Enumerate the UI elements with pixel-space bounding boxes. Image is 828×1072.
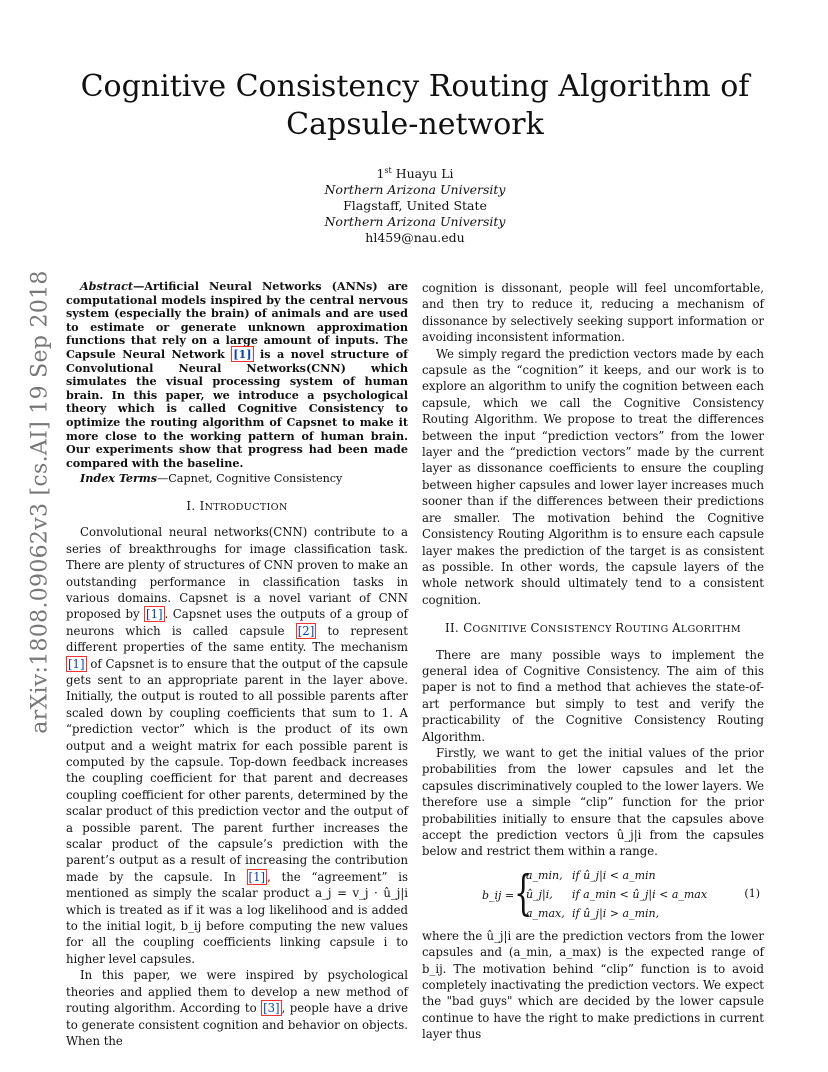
section-heading-introduction — [66, 498, 408, 516]
intro-paragraph-1 — [66, 524, 408, 967]
section-number: I. — [186, 498, 200, 513]
section-heading-algorithm — [422, 620, 764, 638]
left-column — [66, 280, 408, 1049]
author-rank-sup: st — [384, 166, 392, 175]
equation-lhs: b_ij = — [482, 888, 515, 902]
citation-link[interactable]: [1] — [68, 656, 85, 671]
text-run: , the “agreement” is mentioned as simply the scalar product a_j = v_j · û_j|i which is treated as if it was a log likelihood and is added to the initial logit, b_ij before computing the new values for all the coupling coefficients linking capsule i to higher level capsules. — [66, 869, 408, 966]
author-affiliation-2: Northern Arizona University — [324, 214, 506, 230]
arxiv-side-label — [22, 270, 58, 734]
equation-case-1: a_min, — [526, 868, 563, 882]
paragraph-continued: cognition is dissonant, people will feel uncomfortable, and then try to reduce it, reducing a mechanism of dissonance by selectively seeking support information or avoiding inconsistent information. — [422, 281, 764, 345]
author-affiliation-1: Northern Arizona University — [324, 182, 506, 198]
right-column — [422, 280, 764, 1043]
text-run: Convolutional neural networks(CNN) contribute to a series of breakthroughs for image classification task. There are plenty of structures of CNN proven to make an outstanding performance in classification tasks in various domains. Capsnet is a novel variant of CNN proposed by — [66, 525, 408, 622]
author-location: Flagstaff, United State — [343, 198, 487, 214]
equation-number: (1) — [744, 886, 760, 900]
paragraph-clip: Firstly, we want to get the initial values of the prior probabilities from the lower capsules and let the capsules discriminatively coupled to the lower layers. We therefore use a simple “clip” function for the prior probabilities initially to ensure that the capsules above accept the prediction vectors û_j|i from the capsules below and restrict them within a range. — [422, 745, 764, 859]
section-rest: NTRODUCTION — [204, 501, 288, 513]
paper-title — [70, 68, 760, 144]
citation-link[interactable]: [1] — [233, 346, 252, 361]
text-run: In this paper, we were inspired by psychological theories and applied them to develop a new method of routing algorithm. According to — [66, 968, 408, 1016]
author-name-text: Huayu Li — [395, 166, 454, 182]
section-rest: OUTING — [624, 624, 673, 636]
paragraph-cognition: We simply regard the prediction vectors made by each capsule as the “cognition” it keeps, and our work is to explore an algorithm to unify the cognition between each capsule, which we call the Cognitive Consistency Routing Algorithm. We propose to treat the differences between the input “prediction vectors” from the lower layer and the “prediction vectors” made by the current layer as dissonance coefficients to ensure the coupling between higher capsules and lower layer increases much sooner than if the differences between their predictions are smaller. The motivation behind the Cognitive Consistency Routing Algorithm is to ensure each capsule layer makes the prediction of the target is as consistent as possible. In other words, the capsule layers of the whole network should ultimately tend to a consistent cognition. — [422, 346, 764, 607]
text-run: . Capsnet uses the outputs of a group of neurons which is called capsule — [66, 607, 408, 638]
abstract-text-2: is a novel structure of Convolutional Neural Networks(CNN) which simulates the visual processing system of human brain. In this paper, we introduce a psychological theory which is called Cognitive Consistency to optimize the routing algorithm of Capsnet to make it more close to the working pattern of human brain. Our experiments show that progress had been made compared with the baseline. — [66, 346, 408, 470]
index-terms-text: —Capnet, Cognitive Consistency — [157, 472, 343, 486]
section-rest: OGNITIVE — [472, 624, 531, 636]
equation-1 — [422, 866, 764, 924]
paragraph-general-idea: There are many possible ways to implement the general idea of Cognitive Consistency. The aim of this paper is not to find a method that achieves the state-of-art performance but simply to test and verify the practicability of the Cognitive Consistency Routing Algorithm. — [422, 647, 764, 744]
title-line-1: Cognitive Consistency Routing Algorithm of — [80, 69, 750, 104]
author-email: hl459@nau.edu — [365, 230, 465, 246]
abstract-text-1: —Artificial Neural Networks (ANNs) are computational models inspired by the central nervous system (especially the brain) of animals and are used to estimate or generate unknown approximation functions that rely on a large amount of inputs. The Capsule Neural Network — [66, 279, 408, 361]
arxiv-identifier: arXiv:1808.09062v3 [cs.AI] 19 Sep 2018 — [27, 270, 53, 734]
section-number: II. — [444, 621, 464, 636]
author-rank: 1 — [376, 166, 385, 182]
text-run: of Capsnet is to ensure that the output of the capsule gets sent to an appropriate parent in the layer above. Initially, the output is routed to all possible parents after scaled down by coupling coefficients that sum to 1. A “prediction vector” which is the product of its own output and a weight matrix for each possible parent is computed by the capsule. Top-down feedback increases the coupling coefficient for that parent and decreases coupling coefficient for other parents, determined by the scalar product of this prediction vector and the output of a possible parent. The parent further increases the scalar product of the capsule’s prediction with the parent’s output as a result of increasing the contribution made by the capsule. In — [66, 656, 408, 884]
citation-link[interactable]: [1] — [248, 869, 266, 884]
index-terms — [66, 472, 408, 486]
intro-paragraph-2 — [66, 967, 408, 1049]
section-initial: I — [199, 498, 205, 513]
section-rest: ONSISTENCY — [539, 624, 616, 636]
text-run: , people have a drive to generate consistent cognition and behavior on objects. When the — [66, 1001, 408, 1048]
section-initial: R — [615, 621, 625, 636]
equation-condition-2: if a_min < û_j|i < a_max — [572, 887, 708, 901]
equation-case-2: û_j|i, — [526, 887, 553, 901]
paragraph-where: where the û_j|i are the prediction vectors from the lower capsules and (a_min, a_max) is the expected range of b_ij. The motivation behind “clip” function is to avoid completely inactivating the prediction vectors. We expect the "bad guys" which are decided by the lower capsule continue to have the right to make predictions in current layer thus — [422, 928, 764, 1042]
title-line-2: Capsule-network — [286, 107, 544, 142]
citation-link[interactable]: [3] — [263, 1001, 280, 1016]
section-initial: A — [672, 621, 681, 636]
author-name — [230, 163, 600, 182]
equation-case-3: a_max, — [526, 906, 565, 920]
abstract — [66, 280, 408, 470]
equation-condition-1: if û_j|i < a_min — [572, 868, 656, 882]
section-rest: LGORITHM — [680, 624, 742, 636]
index-terms-label: Index Terms — [80, 471, 158, 486]
citation-link[interactable]: [2] — [297, 623, 315, 638]
section-initial: C — [463, 621, 473, 636]
equation-condition-3: if û_j|i > a_min, — [572, 906, 660, 920]
left-brace-icon: { — [514, 864, 533, 921]
section-initial: C — [530, 621, 540, 636]
author-block — [230, 163, 600, 246]
citation-link[interactable]: [1] — [146, 607, 163, 622]
abstract-label: Abstract — [80, 279, 134, 293]
text-run: to represent different properties of the same entity. The mechanism — [66, 623, 408, 655]
